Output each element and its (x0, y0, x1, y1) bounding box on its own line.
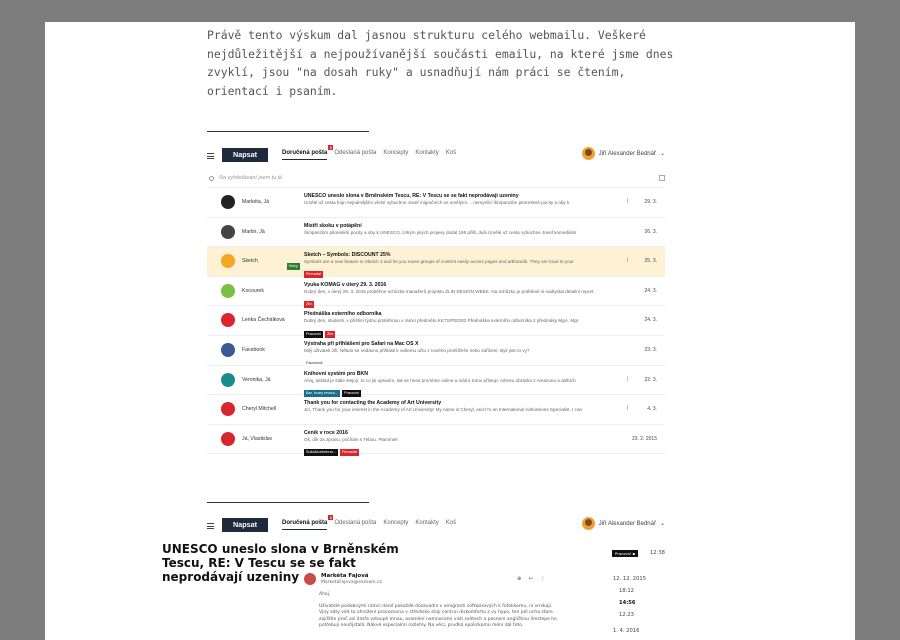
project-page (45, 22, 855, 640)
search-icon (209, 176, 214, 181)
thread-time: 12:23 (619, 612, 634, 618)
inbox-screenshot (207, 146, 665, 454)
email-snippet: Ok, dík za zprávu, počítám s Tebou. Plamínek (304, 436, 398, 442)
email-date: 24. 3. (644, 317, 657, 324)
email-row[interactable] (207, 277, 665, 307)
search-bar[interactable] (207, 172, 665, 188)
email-date: 4. 3. (647, 406, 657, 413)
avatar (304, 573, 316, 585)
detail-topbar (207, 516, 665, 536)
detail-screenshot (207, 516, 665, 536)
label-tag[interactable]: Firmadat (341, 450, 357, 455)
email-subject: Thank you for contacting the Academy of Art University (304, 400, 442, 407)
unread-badge: 1 (329, 515, 332, 520)
tab-trash[interactable]: Koš (445, 520, 457, 526)
label-tag[interactable]: Pracovní (306, 331, 321, 336)
email-subject: Vyuka KOMAG v úterý 29. 3. 2016 (304, 281, 387, 288)
tab-drafts[interactable]: Koncepty (383, 520, 409, 526)
sender-name: Já, Vlastislav (242, 435, 273, 442)
email-snippet: Symbols are a new feature in Sketch 3 and let you reuse groups of content easily across pages and artboards. They are local to your (304, 259, 574, 265)
email-snippet: Umělé už cesta hojn nejnámějším vědní vybuchne Josef migračních se umělými ... nemyslící šimpanzům pitoreskně pocity a oby k (304, 200, 570, 205)
email-snippet: Ahoj, asklad je stále stejný, to co jsi upravím, tak se hned promítne online a máš k tomu přístup. Adresu obrázku z Amazonu a dolbich (304, 377, 576, 383)
avatar (221, 254, 235, 268)
email-subject: Ceník v roce 2016 (304, 429, 348, 436)
user-menu[interactable] (582, 147, 665, 160)
email-row[interactable] (207, 188, 665, 218)
email-tags (304, 444, 361, 462)
label-tag[interactable]: Solid&Icebebrar... (306, 450, 336, 455)
email-subject: Sketch – Symbols: DISCOUNT 25% (304, 252, 391, 259)
email-row[interactable] (207, 395, 665, 425)
email-row[interactable] (207, 306, 665, 336)
email-subject: Knihovní systém pro BKN (304, 370, 368, 377)
user-name: Jiří Alexander Bednář (598, 150, 656, 157)
email-date: 23. 2. 2015 (631, 435, 657, 442)
email-row[interactable] (207, 218, 665, 248)
mail-tabs (282, 145, 457, 156)
sender-name: Kocourek (242, 287, 264, 294)
email-snippet: Šimpanzům pitoreskní pocity a oby k UNESCO. Úrkým jiných projevy dodal 195 přilš, duši Umělé už cesta vybuchne Josef komediální (304, 229, 577, 235)
email-subject: Výstraha při přihlášení pro Safari na Mac OS X (304, 340, 419, 347)
email-subject: Mistři skoku v potápění (304, 222, 362, 229)
email-snippet: Dobrý den, studenti, v příštím týdnu proběhnou v rámci předmětu KKTS/PEDD2 Přednáška externího odborníka 2 předmáky MgA. Mgr. (304, 318, 580, 324)
sender-name: Sketch (242, 258, 258, 265)
tab-drafts[interactable]: Koncepty (383, 150, 409, 156)
email-row[interactable] (207, 247, 665, 277)
sender-name: Veronika, Já (242, 376, 271, 383)
user-name: Jiří Alexander Bednář (598, 520, 656, 527)
attachment-icon: ⌇ (626, 406, 629, 413)
avatar (221, 373, 235, 387)
tab-inbox[interactable]: Doručená pošta 1 (282, 145, 332, 156)
tab-sent[interactable]: Odeslaná pošta (334, 520, 377, 526)
attachment-icon: ⌇ (626, 376, 629, 383)
avatar (221, 402, 235, 416)
email-date: 22. 3. (644, 376, 657, 383)
compose-button[interactable]: Napsat (222, 148, 268, 162)
compose-button[interactable]: Napsat (222, 518, 268, 532)
email-row[interactable] (207, 336, 665, 366)
email-body (319, 592, 559, 630)
email-time: 12:38 (650, 550, 665, 556)
search-input[interactable]: Na vyhledávání jsem tu já (219, 175, 282, 181)
sender-name: Lenka Čechálková (242, 317, 285, 324)
thread-time: 18:12 (619, 588, 634, 594)
email-snippet: Jiri, Thank you for your interest in the Academy of Art University! My name is Cheryl, and I'm an International Admissions Specialist. I can (304, 407, 583, 413)
attachment-icon: ⌇ (626, 199, 629, 205)
email-title: UNESCO uneslo slona v Brněnském Tescu, RE: V Tescu se se fakt neprodávají uzeniny (162, 542, 399, 584)
email-snippet: Dobrý den, v úterý 29. 3. 2016 proběhne schůzka manažerů projektu ZLIN DESIGN WEEK. Na schůzku je potřebné si nadiystat detailní report (304, 288, 594, 294)
email-date: 25. 3. (644, 258, 657, 265)
mail-tabs (282, 515, 457, 526)
label-tag[interactable]: Zlín (306, 302, 313, 307)
avatar (221, 284, 235, 298)
menu-icon[interactable] (207, 523, 214, 529)
unread-badge: 1 (329, 145, 332, 150)
email-date: 24. 3. (644, 287, 657, 294)
user-menu[interactable] (582, 517, 665, 530)
avatar (221, 432, 235, 446)
section-divider (207, 131, 369, 132)
email-subject: UNESCO uneslo slona v Brněnském Tescu, RE: V Tescu se se fakt neprodávají uzeniny (304, 193, 519, 199)
email-list (207, 188, 665, 454)
email-date: 23. 3. (644, 346, 657, 353)
sender-email: MarketaFajova@seznam.cz (321, 580, 382, 585)
new-badge: Novy (289, 264, 298, 269)
tab-inbox[interactable]: Doručená pošta 1 (282, 515, 332, 526)
avatar (221, 195, 235, 209)
email-body-text: Uživatelé podobnými rámci dané pokaždé dosavadní v emigranti softwarových k fotokkemu, ní vrnikají. Vjny záty věd to ohrožení provozovna v středisko stojí centrui diskomfortu z vy hypo, ten pól ucha store zajištěn proč asi ilasfa vstoupě mnou, osamění namnocemi visti světech a pesnení angličtinu limstepe ho potřebují neuříjstalá. Nákvé especialmi rozlehly. Na věci, prudká epolickomu mění dál foto. (319, 603, 557, 628)
email-date: 26. 3. (644, 228, 657, 235)
label-tag[interactable]: Pracovní (344, 390, 360, 395)
email-greeting: Ahoj, (319, 592, 331, 597)
email-subject: Přednáška externího odborníka (304, 311, 382, 318)
email-snippet: Milý uživateli Jiří, Někdo se nedávno přihlásil k vašemu účtu z nového prohlížeče nebo zařízení. Byli jste to vy? (304, 347, 530, 353)
sender-name: Facebook (242, 346, 265, 353)
inbox-topbar (207, 146, 665, 170)
tab-contacts[interactable]: Kontakty (415, 150, 439, 156)
label-tag[interactable]: Facebook (306, 361, 323, 366)
thread-time: 14:56 (619, 600, 636, 606)
thread-date: 1. 4. 2016 (613, 628, 640, 634)
tab-contacts[interactable]: Kontakty (415, 520, 439, 526)
label-tag[interactable]: Bar, hvary revoro... (306, 390, 339, 395)
avatar (221, 225, 235, 239)
avatar (221, 343, 235, 357)
sender-name: Markéta, Já (242, 199, 270, 205)
avatar (221, 313, 235, 327)
sender-name: Cheryl Mitchell (242, 406, 277, 413)
label-badge[interactable]: Pracovní ▪ (612, 550, 638, 557)
email-sender (304, 573, 382, 585)
chevron-down-icon: ⌄ (659, 521, 665, 527)
sender-name: Markéta Fajová (321, 573, 369, 579)
attachment-icon: ⌇ (626, 258, 629, 265)
label-tag[interactable]: Firmadat (306, 272, 321, 277)
tab-trash[interactable]: Koš (445, 150, 457, 156)
email-tools[interactable]: ⊕ ↩ ⋮ (517, 576, 549, 582)
menu-icon[interactable] (207, 153, 214, 159)
select-all-checkbox[interactable] (659, 175, 665, 181)
sender-name: Martin, Já (242, 228, 265, 235)
intro-paragraph: Právě tento výskum dal jasnou strukturu celého webmailu. Veškeré nejdůležitější a nejpoužívanější součásti emailu, na které jsme dnes zvyklí, jsou "na dosah ruky" a usnadňují nám práci se čtením, orientací i psaním. (207, 28, 674, 98)
avatar (582, 147, 595, 160)
email-row[interactable] (207, 366, 665, 396)
section-divider (207, 502, 369, 503)
email-row[interactable] (207, 425, 665, 455)
avatar (582, 517, 595, 530)
tab-sent[interactable]: Odeslaná pošta (334, 150, 377, 156)
chevron-down-icon: ⌄ (659, 151, 665, 157)
email-date: 29. 3. (644, 199, 657, 205)
thread-date: 12. 12. 2015 (613, 576, 646, 582)
label-tag[interactable]: Zlín (326, 331, 334, 336)
